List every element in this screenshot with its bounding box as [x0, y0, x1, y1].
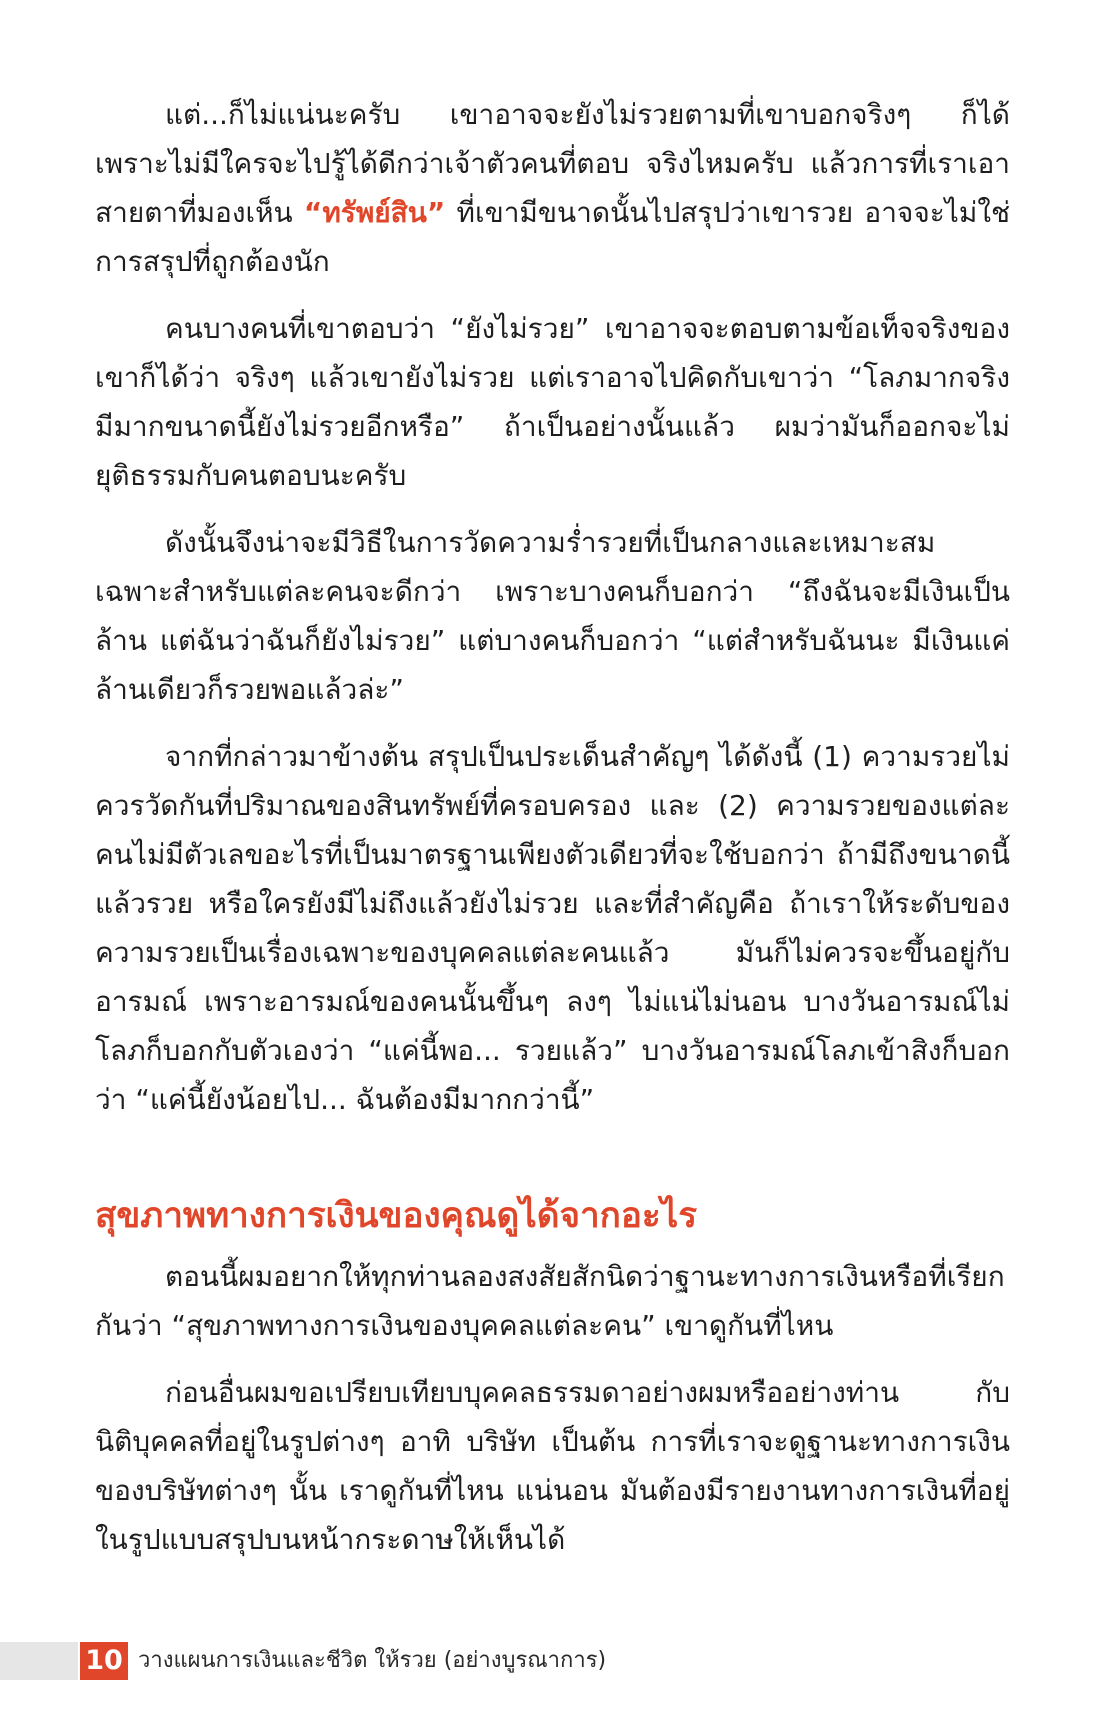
- paragraph-3: ดังนั้นจึงน่าจะมีวิธีในการวัดความร่ำรวยที่เป็นกลางและเหมาะสมเฉพาะสำหรับแต่ละคนจะดีกว่า เพราะบางคนก็บอกว่า “ถึงฉันจะมีเงินเป็นล้าน แต่ฉันว่าฉันก็ยังไม่รวย” แต่บางคนก็บอกว่า “แต่สำหรับฉันนะ มีเงินแค่ล้านเดียวก็รวยพอแล้วล่ะ”: [95, 526, 1010, 706]
- paragraph-5: ตอนนี้ผมอยากให้ทุกท่านลองสงสัยสักนิดว่าฐานะทางการเงินหรือที่เรียกกันว่า “สุขภาพทางการเงินของบุคคลแต่ละคน” เขาดูกันที่ไหน: [95, 1260, 1005, 1342]
- paragraph-1-text-start: แต่...ก็ไม่แน่นะครับ เขาอาจจะยังไม่รวยตามที่เขาบอกจริงๆ ก็ได้ เพราะไม่มีใครจะไปรู้ได้ดีกว่าเจ้าตัวคนที่ตอบ จริงไหมครับ แล้วการที่เราเอาสายตาที่มองเห็น: [95, 98, 1010, 229]
- footer-gray-block: [0, 1642, 78, 1680]
- paragraph-1-text-end: ที่เขามีขนาดนั้นไปสรุปว่าเขารวย อาจจะไม่ใช่การสรุปที่ถูกต้องนัก: [95, 196, 1010, 278]
- paragraph-2: คนบางคนที่เขาตอบว่า “ยังไม่รวย” เขาอาจจะตอบตามข้อเท็จจริงของเขาก็ได้ว่า จริงๆ แล้วเขายังไม่รวย แต่เราอาจไปคิดกับเขาว่า “โลภมากจริง มีมากขนาดนี้ยังไม่รวยอีกหรือ” ถ้าเป็นอย่างนั้นแล้ว ผมว่ามันก็ออกจะไม่ยุติธรรมกับคนตอบนะครับ: [95, 312, 1010, 492]
- paragraph-1: [95, 90, 1010, 286]
- paragraph-4: จากที่กล่าวมาข้างต้น สรุปเป็นประเด็นสำคัญๆ ได้ดังนี้ (1) ความรวยไม่ควรวัดกันที่ปริมาณของสินทรัพย์ที่ครอบครอง และ (2) ความรวยของแต่ละคนไม่มีตัวเลขอะไรที่เป็นมาตรฐานเพียงตัวเดียวที่จะใช้บอกว่า ถ้ามีถึงขนาดนี้แล้วรวย หรือใครยังมีไม่ถึงแล้วยังไม่รวย และที่สำคัญคือ ถ้าเราให้ระดับของความรวยเป็นเรื่องเฉพาะของบุคคลแต่ละคนแล้ว มันก็ไม่ควรจะขึ้นอยู่กับอารมณ์ เพราะอารมณ์ของคนนั้นขึ้นๆ ลงๆ ไม่แน่ไม่นอน บางวันอารมณ์ไม่โลภก็บอกกับตัวเองว่า “แค่นี้พอ... รวยแล้ว” บางวันอารมณ์โลภเข้าสิงก็บอกว่า “แค่นี้ยังน้อยไป... ฉันต้องมีมากกว่านี้”: [95, 740, 1010, 1116]
- page-footer: [0, 1642, 1102, 1680]
- paragraph-6: ก่อนอื่นผมขอเปรียบเทียบบุคคลธรรมดาอย่างผมหรืออย่างท่าน กับนิติบุคคลที่อยู่ในรูปต่างๆ อาทิ บริษัท เป็นต้น การที่เราจะดูฐานะทางการเงินของบริษัทต่างๆ นั้น เราดูกันที่ไหน แน่นอน มันต้องมีรายงานทางการเงินที่อยู่ในรูปแบบสรุปบนหน้ากระดาษให้เห็นได้: [95, 1376, 1010, 1556]
- running-title: วางแผนการเงินและชีวิต ให้รวย (อย่างบูรณาการ): [138, 1648, 607, 1673]
- body-text: [95, 90, 1010, 1582]
- section-heading: สุขภาพทางการเงินของคุณดูได้จากอะไร: [95, 1196, 698, 1236]
- emphasis-assets: “ทรัพย์สิน”: [303, 196, 446, 229]
- page-number: 10: [80, 1642, 128, 1680]
